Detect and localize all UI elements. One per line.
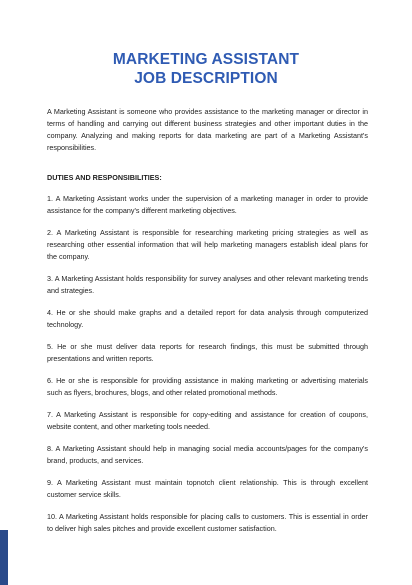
duty-item-5: 5. He or she must deliver data reports for research findings, this must be submitted through presentations and written reports.: [47, 342, 368, 363]
document-title-line2: JOB DESCRIPTION: [134, 70, 278, 87]
duties-heading: DUTIES AND RESPONSIBILITIES:: [47, 173, 162, 182]
side-accent-bar: [0, 530, 8, 585]
duty-item-3: 3. A Marketing Assistant holds responsibility for survey analyses and other relevant marketing trends and strategies.: [47, 274, 368, 295]
duty-item-8: 8. A Marketing Assistant should help in managing social media accounts/pages for the company's brand, products, and services.: [47, 444, 368, 465]
document-title-line1: MARKETING ASSISTANT: [112, 51, 300, 68]
duty-item-9: 9. A Marketing Assistant must maintain topnotch client relationship. This is through excellent customer service skills.: [47, 478, 368, 499]
intro-paragraph: A Marketing Assistant is someone who provides assistance to the marketing manager or director in terms of handling and carrying out different business strategies and other important duties in the company. Analyzing and making reports for data marketing are part of a Marketing Assistant's responsibilities.: [47, 107, 368, 152]
duty-item-4: 4. He or she should make graphs and a detailed report for data analysis through computerized technology.: [47, 308, 368, 329]
duty-item-1: 1. A Marketing Assistant works under the supervision of a marketing manager in order to provide assistance for the company's different marketing objectives.: [47, 194, 368, 215]
duty-item-6: 6. He or she is responsible for providing assistance in making marketing or advertising materials such as flyers, brochures, blogs, and other related promotional methods.: [47, 376, 368, 397]
duty-item-7: 7. A Marketing Assistant is responsible for copy-editing and assistance for creation of coupons, website content, and other marketing tools needed.: [47, 410, 368, 431]
duty-item-10: 10. A Marketing Assistant holds responsible for placing calls to customers. This is essential in order to deliver high sales pitches and provide excellent customer satisfaction.: [47, 512, 368, 533]
duty-item-2: 2. A Marketing Assistant is responsible for researching marketing pricing strategies as well as researching other essential information that will help marketing managers establish ideal plans for the company.: [47, 228, 368, 261]
document-body: [47, 106, 368, 545]
